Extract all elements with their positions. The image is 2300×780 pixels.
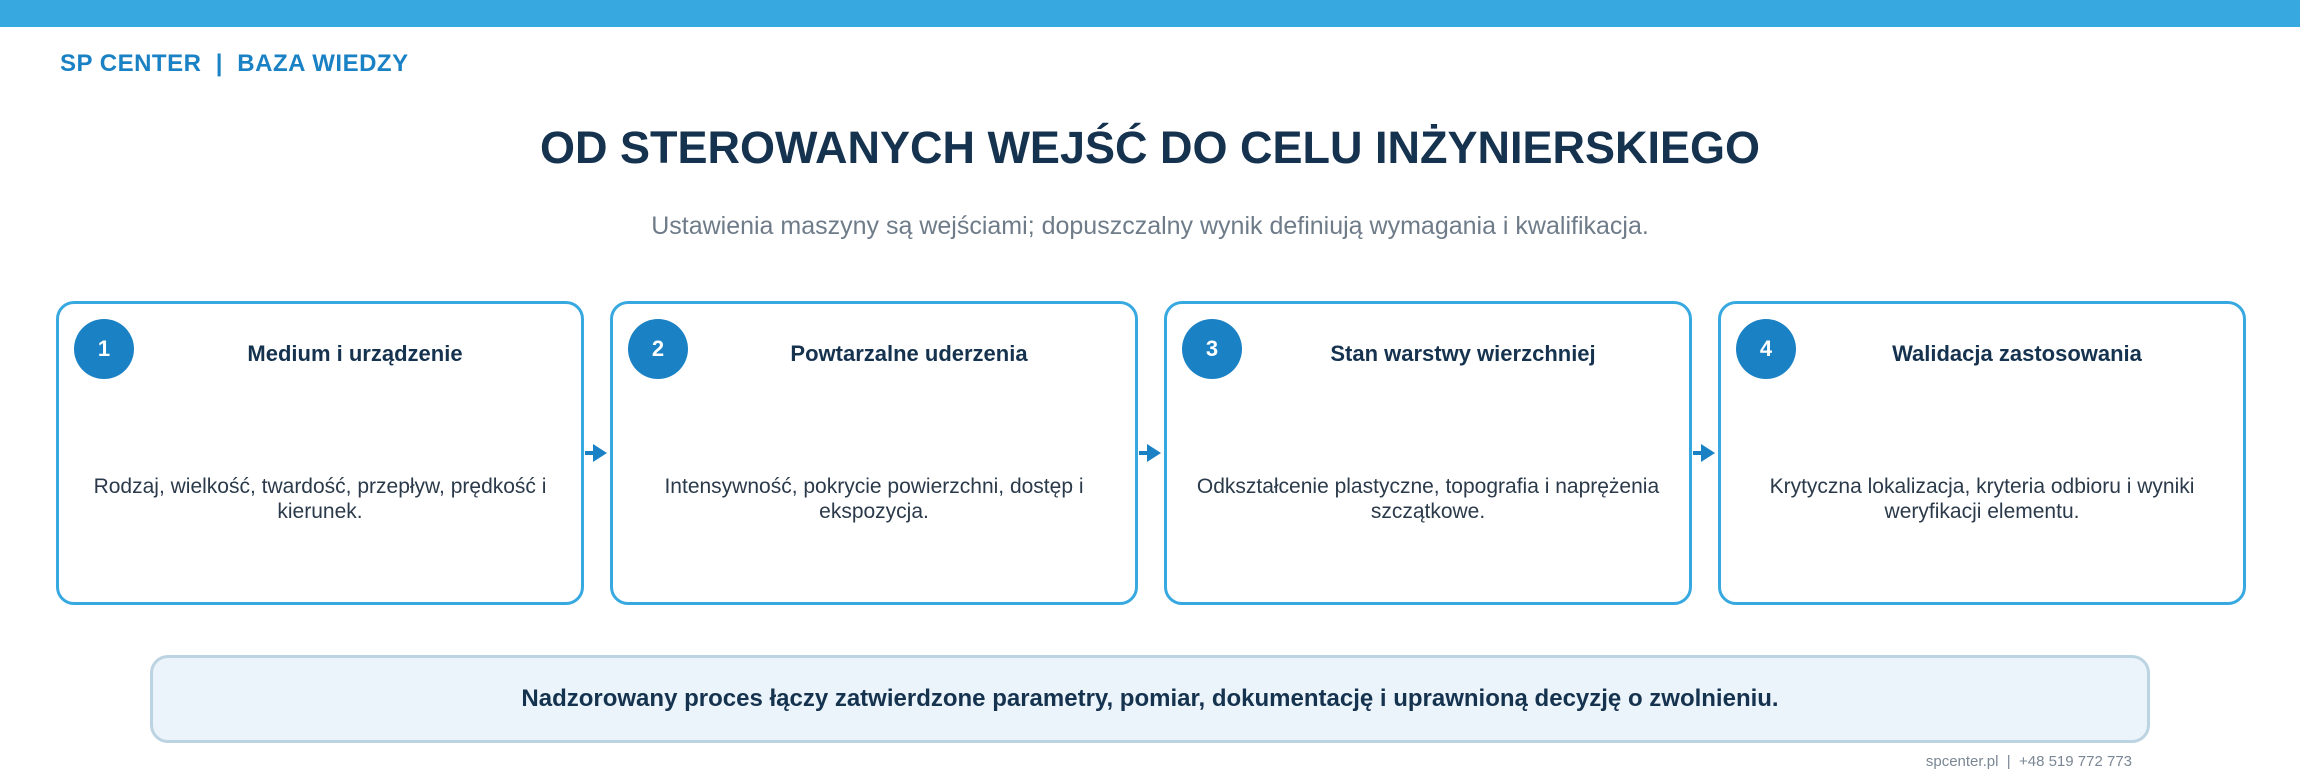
- step-description: Intensywność, pokrycie powierzchni, dostęp i ekspozycja.: [664, 475, 1084, 523]
- step-title: Stan warstwy wierzchniej: [1330, 341, 1596, 366]
- summary-banner: [150, 655, 2150, 743]
- summary-text: Nadzorowany proces łączy zatwierdzone parametry, pomiar, dokumentację i uprawnioną decyzję o zwolnieniu.: [521, 685, 1779, 712]
- step-description: Rodzaj, wielkość, twardość, przepływ, prędkość i kierunek.: [93, 475, 547, 523]
- step-description: Odkształcenie plastyczne, topografia i naprężenia szczątkowe.: [1196, 475, 1660, 523]
- step-description: Krytyczna lokalizacja, kryteria odbioru i wyniki weryfikacji elementu.: [1769, 475, 2195, 523]
- step-card-2: [610, 301, 1138, 605]
- brand-header: SP CENTER | BAZA WIEDZY: [60, 50, 409, 77]
- step-number-badge: 1: [74, 319, 134, 379]
- step-number-badge: 4: [1736, 319, 1796, 379]
- step-title: Walidacja zastosowania: [1892, 341, 2142, 366]
- page-subtitle: Ustawienia maszyny są wejściami; dopuszczalny wynik definiują wymagania i kwalifikacja.: [651, 212, 1649, 240]
- step-card-3: [1164, 301, 1692, 605]
- step-number-badge: 2: [628, 319, 688, 379]
- step-number-badge: 3: [1182, 319, 1242, 379]
- top-accent-bar: [0, 0, 2300, 27]
- arrow-right-icon: [1139, 441, 1163, 465]
- page-title: OD STEROWANYCH WEJŚĆ DO CELU INŻYNIERSKIEGO: [539, 122, 1761, 173]
- step-title: Medium i urządzenie: [247, 341, 463, 366]
- footer-contact: spcenter.pl | +48 519 772 773: [1925, 753, 2132, 770]
- step-card-4: [1718, 301, 2246, 605]
- step-card-1: [56, 301, 584, 605]
- step-title: Powtarzalne uderzenia: [790, 341, 1028, 366]
- arrow-right-icon: [1693, 441, 1717, 465]
- arrow-right-icon: [585, 441, 609, 465]
